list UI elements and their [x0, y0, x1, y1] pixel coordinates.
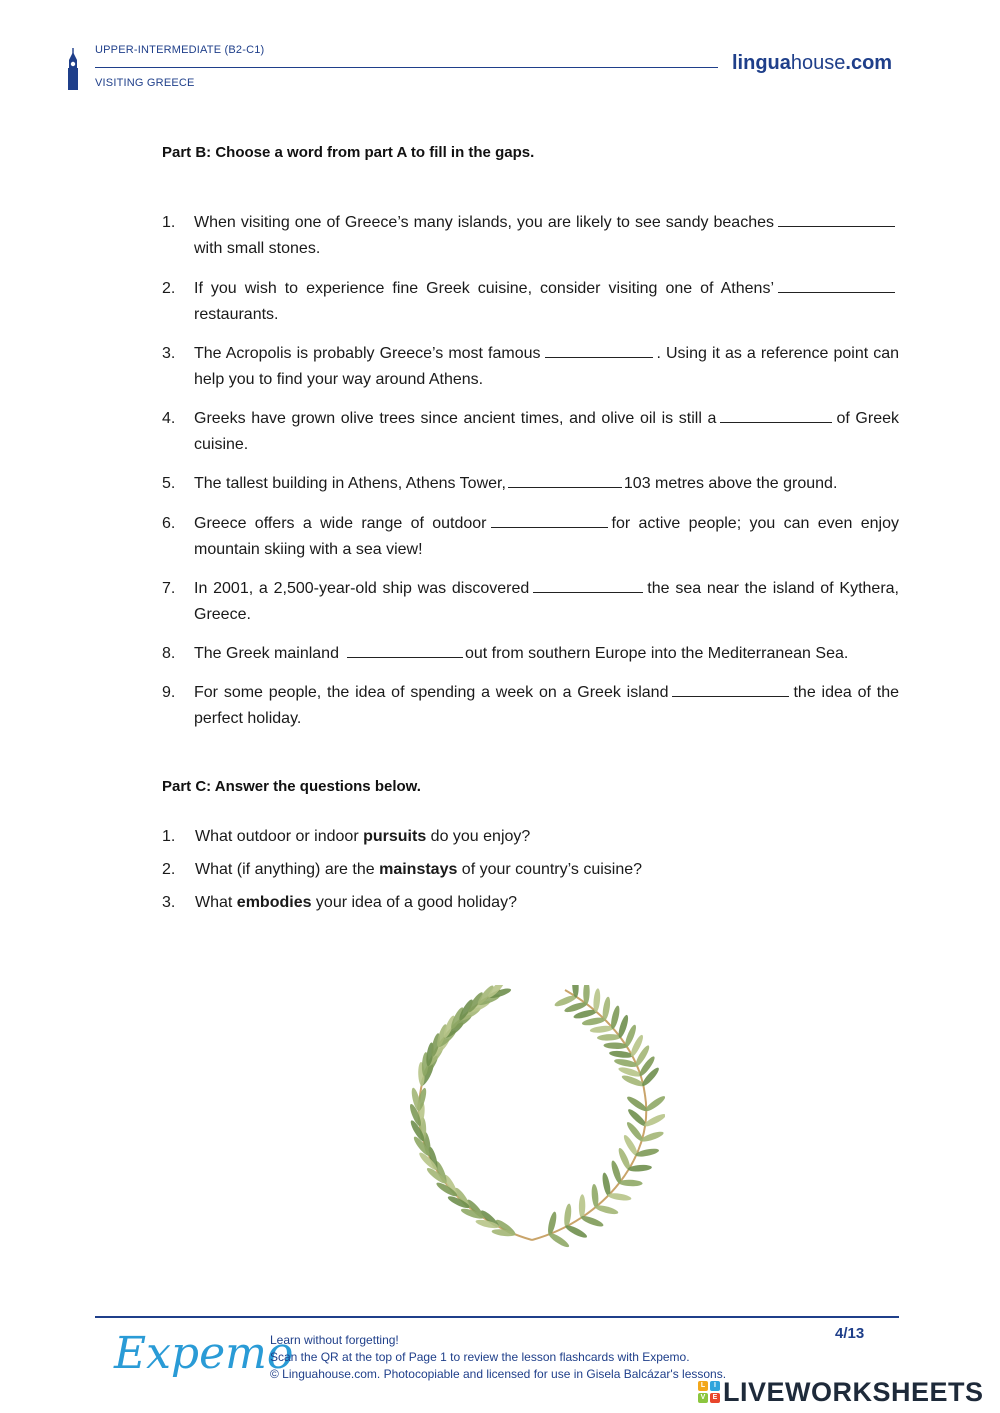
item-number: 1. — [162, 828, 176, 845]
item-text-before: What (if anything) are the — [195, 861, 380, 878]
gap-input-1[interactable] — [778, 212, 895, 227]
gap-input-6[interactable] — [491, 513, 608, 528]
logo-tile: V — [698, 1393, 708, 1403]
brand-part-house: house — [790, 52, 846, 74]
item-number: 4. — [162, 410, 176, 427]
part-b-item-2 — [162, 276, 899, 328]
item-number: 5. — [162, 475, 176, 492]
item-number: 6. — [162, 515, 176, 532]
item-number: 7. — [162, 580, 176, 597]
gap-input-3[interactable] — [545, 343, 653, 358]
olive-leaf — [597, 1034, 621, 1041]
item-text-after: . Using it as a reference point can help you to find your way around Athens. — [194, 345, 899, 388]
item-text-after: for active people; you can even enjoy mountain skiing with a sea view! — [194, 515, 900, 558]
part-c-item-1 — [162, 826, 530, 848]
item-text-before: The Greek mainland — [194, 645, 339, 662]
olive-leaf — [580, 1214, 605, 1229]
item-text-before: If you wish to experience fine Greek cuisine, consider visiting one of Athens’ — [194, 280, 774, 297]
footer-tagline: Learn without forgetting! — [270, 1333, 399, 1347]
part-b-item-9 — [162, 680, 899, 732]
item-text-before: What outdoor or indoor — [195, 828, 364, 845]
item-number: 9. — [162, 684, 176, 701]
part-b-item-1 — [162, 210, 899, 262]
linguahouse-logo — [732, 52, 892, 75]
item-text-after: the idea of the perfect holiday. — [194, 684, 900, 727]
item-text-after: restaurants. — [194, 306, 279, 323]
item-number: 3. — [162, 894, 176, 911]
gap-input-8[interactable] — [347, 643, 463, 658]
part-c-item-3 — [162, 892, 517, 914]
part-b-item-4 — [162, 406, 899, 458]
item-text-after: with small stones. — [194, 240, 321, 257]
gap-input-5[interactable] — [508, 473, 622, 488]
olive-wreath-illustration — [400, 985, 665, 1250]
item-text-before: The tallest building in Athens, Athens Tower, — [194, 475, 506, 492]
item-text-before: Greece offers a wide range of outdoor — [194, 515, 487, 532]
liveworksheets-wordmark: LIVEWORKSHEETS — [723, 1376, 984, 1407]
brand-part-lingua: lingua — [732, 52, 791, 74]
item-text-before: Greeks have grown olive trees since ancient times, and olive oil is still a — [194, 410, 717, 427]
part-b-item-3 — [162, 341, 899, 393]
big-ben-icon — [66, 48, 80, 90]
topic-label: VISITING GREECE — [95, 77, 195, 89]
olive-leaf — [618, 1179, 642, 1186]
footer-instruction: Scan the QR at the top of Page 1 to review the lesson flashcards with Expemo. — [270, 1350, 690, 1364]
item-text-after: out from southern Europe into the Mediterranean Sea. — [464, 645, 849, 662]
item-text-before: For some people, the idea of spending a week on a Greek island — [194, 684, 669, 701]
logo-tile: E — [710, 1393, 720, 1403]
part-b-item-5 — [162, 471, 899, 497]
item-text-before: In 2001, a 2,500-year-old ship was discovered — [194, 580, 530, 597]
liveworksheets-watermark — [698, 1375, 984, 1409]
item-number: 2. — [162, 861, 176, 878]
liveworksheets-logo-icon — [698, 1381, 720, 1403]
part-b-item-7 — [162, 576, 899, 628]
gap-input-4[interactable] — [720, 408, 832, 423]
part-c-item-2 — [162, 859, 642, 881]
item-text-after: the sea near the island of Kythera, Greece. — [194, 580, 899, 623]
brand-part-com: .com — [845, 52, 893, 74]
item-number: 1. — [162, 214, 176, 231]
header-divider — [95, 67, 718, 68]
item-text-before: The Acropolis is probably Greece’s most famous — [194, 345, 541, 362]
footer-divider — [95, 1316, 899, 1318]
page-number: 4/13 — [835, 1325, 865, 1342]
logo-tile: I — [710, 1381, 720, 1391]
part-b-title: Part B: Choose a word from part A to fill in the gaps. — [162, 144, 535, 161]
item-number: 2. — [162, 280, 176, 297]
gap-input-9[interactable] — [672, 682, 789, 697]
keyword: mainstays — [379, 861, 458, 878]
item-number: 3. — [162, 345, 176, 362]
keyword: embodies — [236, 894, 312, 911]
item-text-after: of Greek cuisine. — [194, 410, 899, 453]
gap-input-2[interactable] — [778, 278, 895, 293]
item-text-after: your idea of a good holiday? — [311, 894, 517, 911]
keyword: pursuits — [363, 828, 427, 845]
item-number: 8. — [162, 645, 176, 662]
level-label: UPPER-INTERMEDIATE (B2-C1) — [95, 44, 265, 56]
olive-leaf — [564, 1223, 588, 1240]
logo-tile: L — [698, 1381, 708, 1391]
olive-leaf — [594, 1204, 619, 1216]
gap-input-7[interactable] — [533, 578, 643, 593]
item-text-before: When visiting one of Greece’s many islands, you are likely to see sandy beaches — [194, 214, 774, 231]
expemo-logo: Expemo — [114, 1328, 294, 1379]
footer-copyright: © Linguahouse.com. Photocopiable and licensed for use in Gisela Balcázar's lessons. — [270, 1367, 727, 1381]
olive-leaf — [547, 1231, 571, 1249]
item-text-after: 103 metres above the ground. — [623, 475, 838, 492]
item-text-after: do you enjoy? — [426, 828, 531, 845]
part-b-item-8 — [162, 641, 899, 667]
item-text-before: What — [195, 894, 237, 911]
item-text-after: of your country’s cuisine? — [457, 861, 643, 878]
part-c-title: Part C: Answer the questions below. — [162, 778, 421, 795]
part-b-item-6 — [162, 511, 899, 563]
